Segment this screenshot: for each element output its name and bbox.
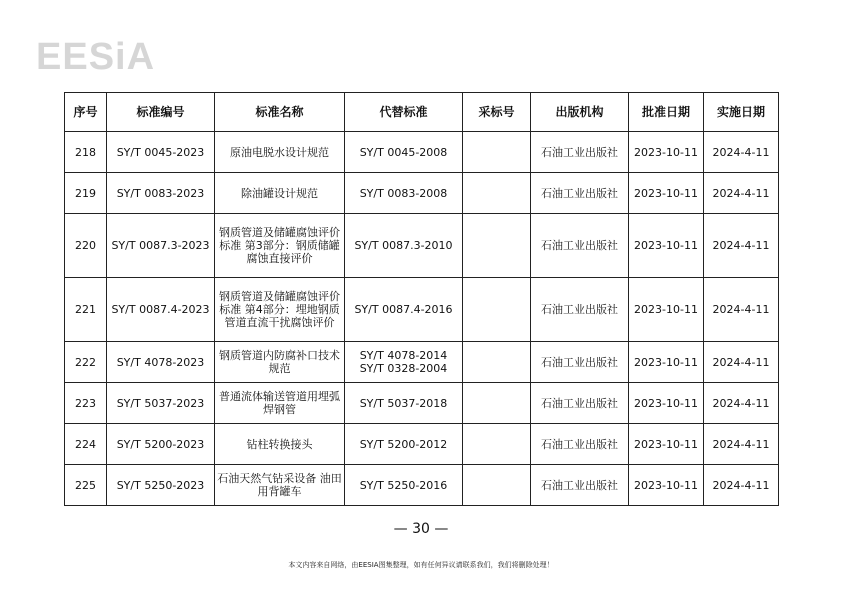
cell-name: 钢质管道及储罐腐蚀评价标准 第3部分：钢质储罐腐蚀直接评价 <box>215 214 345 278</box>
cell-code: SY/T 4078-2023 <box>107 342 215 383</box>
table-row <box>65 383 779 424</box>
cell-seq: 221 <box>65 278 107 342</box>
cell-name: 除油罐设计规范 <box>215 173 345 214</box>
cell-approve: 2023-10-11 <box>629 342 704 383</box>
cell-seq: 223 <box>65 383 107 424</box>
cell-seq: 220 <box>65 214 107 278</box>
table-row <box>65 424 779 465</box>
table-header-row <box>65 93 779 132</box>
cell-publisher: 石油工业出版社 <box>531 383 629 424</box>
table-row <box>65 132 779 173</box>
cell-approve: 2023-10-11 <box>629 173 704 214</box>
cell-name: 普通流体输送管道用埋弧焊钢管 <box>215 383 345 424</box>
cell-code: SY/T 5200-2023 <box>107 424 215 465</box>
eesia-logo: EESiA <box>36 36 156 78</box>
cell-approve: 2023-10-11 <box>629 278 704 342</box>
table-row <box>65 173 779 214</box>
cell-approve: 2023-10-11 <box>629 132 704 173</box>
cell-adopt <box>463 383 531 424</box>
cell-implement: 2024-4-11 <box>704 132 779 173</box>
cell-implement: 2024-4-11 <box>704 465 779 506</box>
cell-implement: 2024-4-11 <box>704 214 779 278</box>
cell-implement: 2024-4-11 <box>704 342 779 383</box>
cell-publisher: 石油工业出版社 <box>531 424 629 465</box>
cell-publisher: 石油工业出版社 <box>531 342 629 383</box>
cell-publisher: 石油工业出版社 <box>531 132 629 173</box>
cell-publisher: 石油工业出版社 <box>531 214 629 278</box>
cell-name: 石油天然气钻采设备 油田用背罐车 <box>215 465 345 506</box>
header-code: 标准编号 <box>107 93 215 132</box>
cell-adopt <box>463 214 531 278</box>
cell-implement: 2024-4-11 <box>704 383 779 424</box>
table-row <box>65 342 779 383</box>
cell-approve: 2023-10-11 <box>629 465 704 506</box>
cell-name: 钢质管道及储罐腐蚀评价标准 第4部分：埋地钢质管道直流干扰腐蚀评价 <box>215 278 345 342</box>
cell-adopt <box>463 342 531 383</box>
cell-code: SY/T 0083-2023 <box>107 173 215 214</box>
header-adopt: 采标号 <box>463 93 531 132</box>
cell-code: SY/T 5250-2023 <box>107 465 215 506</box>
table-row <box>65 278 779 342</box>
cell-replace: SY/T 5037-2018 <box>345 383 463 424</box>
cell-approve: 2023-10-11 <box>629 383 704 424</box>
cell-implement: 2024-4-11 <box>704 173 779 214</box>
disclaimer-note: 本文内容来自网络，由EESIA图集整理，如有任何异议请联系我们，我们将删除处理！ <box>288 561 554 569</box>
cell-code: SY/T 0087.4-2023 <box>107 278 215 342</box>
cell-approve: 2023-10-11 <box>629 424 704 465</box>
cell-name: 钢质管道内防腐补口技术规范 <box>215 342 345 383</box>
cell-seq: 219 <box>65 173 107 214</box>
cell-seq: 224 <box>65 424 107 465</box>
table-row <box>65 465 779 506</box>
cell-adopt <box>463 173 531 214</box>
cell-replace: SY/T 0087.3-2010 <box>345 214 463 278</box>
cell-publisher: 石油工业出版社 <box>531 173 629 214</box>
cell-replace: SY/T 5200-2012 <box>345 424 463 465</box>
cell-replace: SY/T 0083-2008 <box>345 173 463 214</box>
table-row <box>65 214 779 278</box>
cell-implement: 2024-4-11 <box>704 424 779 465</box>
header-implement: 实施日期 <box>704 93 779 132</box>
cell-adopt <box>463 132 531 173</box>
header-approve: 批准日期 <box>629 93 704 132</box>
cell-name: 原油电脱水设计规范 <box>215 132 345 173</box>
cell-seq: 225 <box>65 465 107 506</box>
cell-approve: 2023-10-11 <box>629 214 704 278</box>
cell-replace: SY/T 0045-2008 <box>345 132 463 173</box>
header-replace: 代替标准 <box>345 93 463 132</box>
header-name: 标准名称 <box>215 93 345 132</box>
cell-seq: 218 <box>65 132 107 173</box>
page-number: — 30 — <box>393 521 449 537</box>
cell-replace: SY/T 4078-2014 SY/T 0328-2004 <box>345 342 463 383</box>
cell-code: SY/T 5037-2023 <box>107 383 215 424</box>
cell-replace: SY/T 0087.4-2016 <box>345 278 463 342</box>
cell-adopt <box>463 278 531 342</box>
header-seq: 序号 <box>65 93 107 132</box>
cell-name: 钻柱转换接头 <box>215 424 345 465</box>
cell-code: SY/T 0087.3-2023 <box>107 214 215 278</box>
cell-seq: 222 <box>65 342 107 383</box>
cell-adopt <box>463 465 531 506</box>
cell-publisher: 石油工业出版社 <box>531 278 629 342</box>
standards-table <box>64 92 779 506</box>
cell-code: SY/T 0045-2023 <box>107 132 215 173</box>
header-publisher: 出版机构 <box>531 93 629 132</box>
cell-adopt <box>463 424 531 465</box>
cell-implement: 2024-4-11 <box>704 278 779 342</box>
cell-replace: SY/T 5250-2016 <box>345 465 463 506</box>
cell-publisher: 石油工业出版社 <box>531 465 629 506</box>
